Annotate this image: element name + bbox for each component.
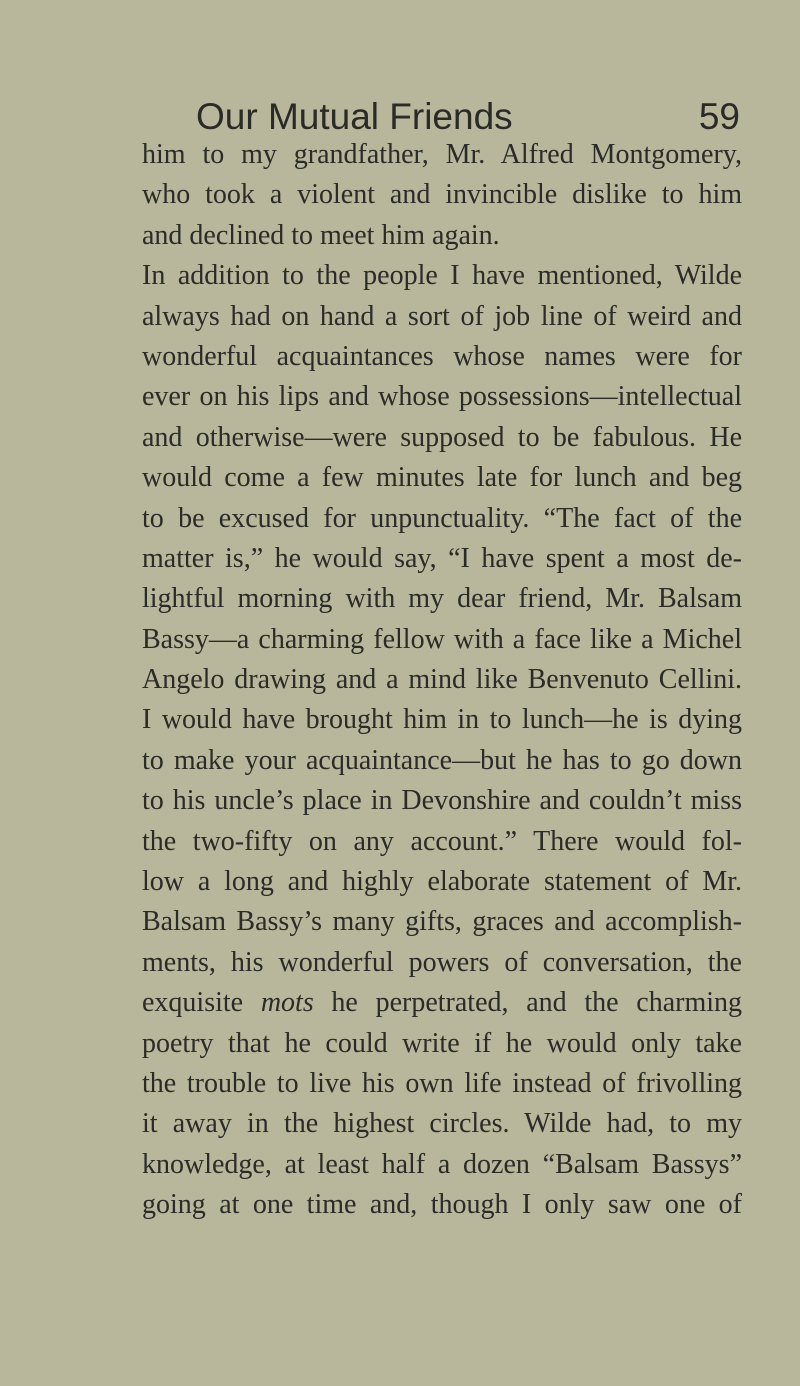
text-line: In addition to the people I have mentioned, Wilde [142, 260, 742, 292]
text-line: the two-fifty on any account.” There would fol- [142, 825, 742, 857]
text-line: wonderful acquaintances whose names were for [142, 340, 742, 372]
text-line: ments, his wonderful powers of conversation, the [142, 946, 742, 978]
text-line: low a long and highly elaborate statement of Mr. [142, 866, 742, 898]
text-line: poetry that he could write if he would only take [142, 1027, 742, 1059]
text-line: knowledge, at least half a dozen “Balsam Bassys” [142, 1148, 742, 1180]
text-line: who took a violent and invincible dislike to him [142, 179, 742, 211]
text-line: going at one time and, though I only saw one of [142, 1189, 742, 1221]
text-line: Bassy—a charming fellow with a face like a Michel [142, 623, 742, 655]
running-title: Our Mutual Friends [196, 96, 513, 137]
page-number: 59 [698, 96, 740, 137]
body-text [142, 135, 742, 1226]
text-line: it away in the highest circles. Wilde had, to my [142, 1108, 742, 1140]
text-line [142, 983, 742, 1023]
text-line: to his uncle’s place in Devonshire and couldn’t miss [142, 785, 742, 817]
text-line: and declined to meet him again. [142, 219, 500, 251]
text-line: matter is,” he would say, “I have spent a most de- [142, 542, 742, 574]
text-line: I would have brought him in to lunch—he is dying [142, 704, 742, 736]
text-line: the trouble to live his own life instead of frivolling [142, 1067, 742, 1099]
text-run: he perpetrated, and the charming [313, 987, 743, 1019]
text-line: Angelo drawing and a mind like Benvenuto Cellini. [142, 664, 742, 696]
text-line: lightful morning with my dear friend, Mr. Balsam [142, 583, 742, 615]
text-line: Balsam Bassy’s many gifts, graces and accomplish- [142, 906, 742, 938]
text-line: and otherwise—were supposed to be fabulous. He [142, 421, 742, 453]
text-line: would come a few minutes late for lunch and beg [142, 462, 742, 494]
text-line: him to my grandfather, Mr. Alfred Montgomery, [142, 139, 742, 170]
text-run: exquisite [142, 987, 261, 1019]
text-line: always had on hand a sort of job line of weird and [142, 300, 742, 332]
text-line: to be excused for unpunctuality. “The fact of the [142, 502, 742, 534]
text-line: ever on his lips and whose possessions—intellectual [142, 381, 742, 413]
italic-word: mots [260, 987, 314, 1019]
text-line: to make your acquaintance—but he has to go down [142, 744, 742, 776]
